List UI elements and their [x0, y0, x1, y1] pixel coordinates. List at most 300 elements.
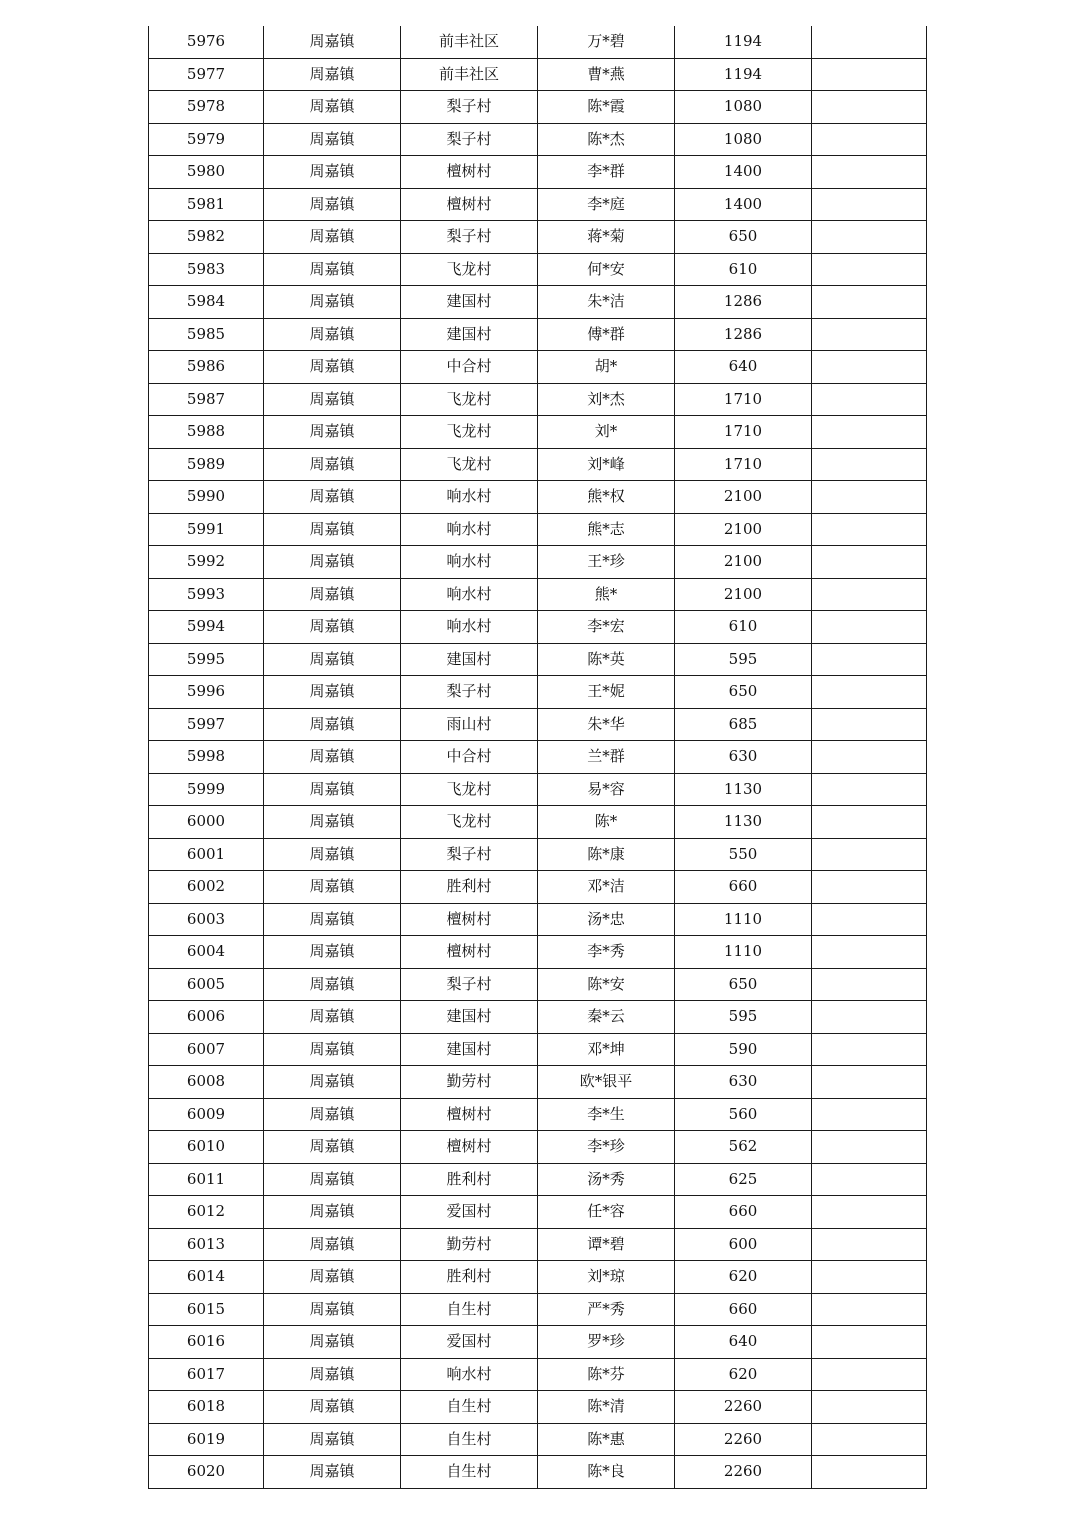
- note-cell: [812, 1391, 927, 1424]
- amount-cell: 630: [675, 741, 812, 774]
- town-cell: 周嘉镇: [264, 123, 401, 156]
- note-cell: [812, 1001, 927, 1034]
- serial-number-cell: 5980: [149, 156, 264, 189]
- name-cell: 傅*群: [538, 318, 675, 351]
- name-cell: 汤*忠: [538, 903, 675, 936]
- town-cell: 周嘉镇: [264, 643, 401, 676]
- name-cell: 刘*: [538, 416, 675, 449]
- village-cell: 飞龙村: [401, 773, 538, 806]
- table-row: [149, 1423, 927, 1456]
- table-row: [149, 838, 927, 871]
- town-cell: 周嘉镇: [264, 1423, 401, 1456]
- note-cell: [812, 676, 927, 709]
- village-cell: 前丰社区: [401, 58, 538, 91]
- note-cell: [812, 578, 927, 611]
- amount-cell: 1130: [675, 773, 812, 806]
- amount-cell: 590: [675, 1033, 812, 1066]
- name-cell: 朱*华: [538, 708, 675, 741]
- note-cell: [812, 643, 927, 676]
- name-cell: 兰*群: [538, 741, 675, 774]
- note-cell: [812, 1293, 927, 1326]
- village-cell: 梨子村: [401, 838, 538, 871]
- serial-number-cell: 5992: [149, 546, 264, 579]
- serial-number-cell: 5986: [149, 351, 264, 384]
- name-cell: 汤*秀: [538, 1163, 675, 1196]
- serial-number-cell: 6015: [149, 1293, 264, 1326]
- village-cell: 自生村: [401, 1293, 538, 1326]
- name-cell: 何*安: [538, 253, 675, 286]
- name-cell: 蒋*菊: [538, 221, 675, 254]
- serial-number-cell: 6014: [149, 1261, 264, 1294]
- village-cell: 梨子村: [401, 676, 538, 709]
- town-cell: 周嘉镇: [264, 1456, 401, 1489]
- note-cell: [812, 871, 927, 904]
- village-cell: 飞龙村: [401, 253, 538, 286]
- serial-number-cell: 6001: [149, 838, 264, 871]
- serial-number-cell: 6016: [149, 1326, 264, 1359]
- name-cell: 陈*霞: [538, 91, 675, 124]
- village-cell: 檀树村: [401, 1098, 538, 1131]
- serial-number-cell: 6011: [149, 1163, 264, 1196]
- note-cell: [812, 481, 927, 514]
- table-row: [149, 1033, 927, 1066]
- name-cell: 陈*杰: [538, 123, 675, 156]
- village-cell: 爱国村: [401, 1196, 538, 1229]
- town-cell: 周嘉镇: [264, 1066, 401, 1099]
- serial-number-cell: 5978: [149, 91, 264, 124]
- town-cell: 周嘉镇: [264, 676, 401, 709]
- table-row: [149, 123, 927, 156]
- town-cell: 周嘉镇: [264, 1326, 401, 1359]
- table-row: [149, 221, 927, 254]
- amount-cell: 640: [675, 351, 812, 384]
- serial-number-cell: 6017: [149, 1358, 264, 1391]
- name-cell: 熊*权: [538, 481, 675, 514]
- table-row: [149, 1098, 927, 1131]
- name-cell: 罗*珍: [538, 1326, 675, 1359]
- note-cell: [812, 416, 927, 449]
- amount-cell: 2260: [675, 1423, 812, 1456]
- note-cell: [812, 1358, 927, 1391]
- serial-number-cell: 6010: [149, 1131, 264, 1164]
- table-row: [149, 188, 927, 221]
- amount-cell: 1080: [675, 91, 812, 124]
- amount-cell: 2100: [675, 481, 812, 514]
- village-cell: 檀树村: [401, 936, 538, 969]
- village-cell: 自生村: [401, 1423, 538, 1456]
- note-cell: [812, 1456, 927, 1489]
- town-cell: 周嘉镇: [264, 448, 401, 481]
- note-cell: [812, 1033, 927, 1066]
- note-cell: [812, 546, 927, 579]
- serial-number-cell: 6005: [149, 968, 264, 1001]
- serial-number-cell: 5995: [149, 643, 264, 676]
- village-cell: 胜利村: [401, 1261, 538, 1294]
- note-cell: [812, 58, 927, 91]
- amount-cell: 610: [675, 611, 812, 644]
- name-cell: 陈*芬: [538, 1358, 675, 1391]
- table-row: [149, 546, 927, 579]
- table-row: [149, 578, 927, 611]
- town-cell: 周嘉镇: [264, 1196, 401, 1229]
- note-cell: [812, 741, 927, 774]
- town-cell: 周嘉镇: [264, 416, 401, 449]
- amount-cell: 650: [675, 676, 812, 709]
- serial-number-cell: 6008: [149, 1066, 264, 1099]
- town-cell: 周嘉镇: [264, 1131, 401, 1164]
- table-row: [149, 26, 927, 58]
- town-cell: 周嘉镇: [264, 578, 401, 611]
- name-cell: 李*庭: [538, 188, 675, 221]
- amount-cell: 2100: [675, 546, 812, 579]
- name-cell: 陈*清: [538, 1391, 675, 1424]
- name-cell: 陈*康: [538, 838, 675, 871]
- amount-cell: 625: [675, 1163, 812, 1196]
- note-cell: [812, 936, 927, 969]
- table-row: [149, 936, 927, 969]
- table-row: [149, 1228, 927, 1261]
- town-cell: 周嘉镇: [264, 903, 401, 936]
- town-cell: 周嘉镇: [264, 708, 401, 741]
- village-cell: 雨山村: [401, 708, 538, 741]
- village-cell: 爱国村: [401, 1326, 538, 1359]
- village-cell: 飞龙村: [401, 416, 538, 449]
- village-cell: 胜利村: [401, 1163, 538, 1196]
- amount-cell: 2260: [675, 1391, 812, 1424]
- name-cell: 陈*英: [538, 643, 675, 676]
- amount-cell: 2100: [675, 578, 812, 611]
- amount-cell: 610: [675, 253, 812, 286]
- amount-cell: 1710: [675, 383, 812, 416]
- town-cell: 周嘉镇: [264, 773, 401, 806]
- town-cell: 周嘉镇: [264, 1001, 401, 1034]
- serial-number-cell: 5982: [149, 221, 264, 254]
- village-cell: 勤劳村: [401, 1228, 538, 1261]
- note-cell: [812, 1326, 927, 1359]
- name-cell: 熊*志: [538, 513, 675, 546]
- village-cell: 响水村: [401, 578, 538, 611]
- serial-number-cell: 6000: [149, 806, 264, 839]
- name-cell: 王*珍: [538, 546, 675, 579]
- serial-number-cell: 6003: [149, 903, 264, 936]
- town-cell: 周嘉镇: [264, 253, 401, 286]
- amount-cell: 550: [675, 838, 812, 871]
- village-cell: 前丰社区: [401, 26, 538, 58]
- name-cell: 李*宏: [538, 611, 675, 644]
- serial-number-cell: 5997: [149, 708, 264, 741]
- village-cell: 檀树村: [401, 188, 538, 221]
- town-cell: 周嘉镇: [264, 286, 401, 319]
- serial-number-cell: 5979: [149, 123, 264, 156]
- table-row: [149, 1163, 927, 1196]
- name-cell: 王*妮: [538, 676, 675, 709]
- amount-cell: 620: [675, 1358, 812, 1391]
- town-cell: 周嘉镇: [264, 513, 401, 546]
- amount-cell: 562: [675, 1131, 812, 1164]
- amount-cell: 1286: [675, 318, 812, 351]
- serial-number-cell: 6012: [149, 1196, 264, 1229]
- amount-cell: 640: [675, 1326, 812, 1359]
- note-cell: [812, 611, 927, 644]
- amount-cell: 1286: [675, 286, 812, 319]
- town-cell: 周嘉镇: [264, 806, 401, 839]
- note-cell: [812, 351, 927, 384]
- town-cell: 周嘉镇: [264, 1391, 401, 1424]
- village-cell: 胜利村: [401, 871, 538, 904]
- village-cell: 建国村: [401, 1033, 538, 1066]
- village-cell: 梨子村: [401, 221, 538, 254]
- village-cell: 建国村: [401, 286, 538, 319]
- table-row: [149, 318, 927, 351]
- table-row: [149, 383, 927, 416]
- village-cell: 梨子村: [401, 91, 538, 124]
- town-cell: 周嘉镇: [264, 221, 401, 254]
- table-row: [149, 903, 927, 936]
- serial-number-cell: 6020: [149, 1456, 264, 1489]
- note-cell: [812, 968, 927, 1001]
- name-cell: 秦*云: [538, 1001, 675, 1034]
- table-row: [149, 513, 927, 546]
- table-row: [149, 611, 927, 644]
- village-cell: 中合村: [401, 741, 538, 774]
- village-cell: 响水村: [401, 513, 538, 546]
- name-cell: 陈*: [538, 806, 675, 839]
- amount-cell: 685: [675, 708, 812, 741]
- serial-number-cell: 6013: [149, 1228, 264, 1261]
- table-row: [149, 58, 927, 91]
- serial-number-cell: 5993: [149, 578, 264, 611]
- town-cell: 周嘉镇: [264, 1293, 401, 1326]
- name-cell: 陈*安: [538, 968, 675, 1001]
- table-row: [149, 253, 927, 286]
- serial-number-cell: 5988: [149, 416, 264, 449]
- name-cell: 李*珍: [538, 1131, 675, 1164]
- amount-cell: 2260: [675, 1456, 812, 1489]
- village-cell: 飞龙村: [401, 806, 538, 839]
- town-cell: 周嘉镇: [264, 968, 401, 1001]
- note-cell: [812, 838, 927, 871]
- amount-cell: 660: [675, 1293, 812, 1326]
- town-cell: 周嘉镇: [264, 91, 401, 124]
- amount-cell: 1194: [675, 26, 812, 58]
- serial-number-cell: 5996: [149, 676, 264, 709]
- table-row: [149, 773, 927, 806]
- name-cell: 谭*碧: [538, 1228, 675, 1261]
- town-cell: 周嘉镇: [264, 318, 401, 351]
- serial-number-cell: 5987: [149, 383, 264, 416]
- serial-number-cell: 5984: [149, 286, 264, 319]
- village-cell: 自生村: [401, 1456, 538, 1489]
- village-cell: 建国村: [401, 318, 538, 351]
- table-row: [149, 708, 927, 741]
- name-cell: 胡*: [538, 351, 675, 384]
- village-cell: 梨子村: [401, 968, 538, 1001]
- name-cell: 熊*: [538, 578, 675, 611]
- village-cell: 飞龙村: [401, 383, 538, 416]
- table-row: [149, 448, 927, 481]
- name-cell: 曹*燕: [538, 58, 675, 91]
- name-cell: 任*容: [538, 1196, 675, 1229]
- amount-cell: 1130: [675, 806, 812, 839]
- note-cell: [812, 806, 927, 839]
- serial-number-cell: 5977: [149, 58, 264, 91]
- village-cell: 自生村: [401, 1391, 538, 1424]
- note-cell: [812, 1066, 927, 1099]
- amount-cell: 1194: [675, 58, 812, 91]
- serial-number-cell: 5990: [149, 481, 264, 514]
- note-cell: [812, 513, 927, 546]
- village-cell: 勤劳村: [401, 1066, 538, 1099]
- town-cell: 周嘉镇: [264, 546, 401, 579]
- village-cell: 建国村: [401, 1001, 538, 1034]
- data-table: [148, 26, 927, 1489]
- table-row: [149, 871, 927, 904]
- amount-cell: 650: [675, 968, 812, 1001]
- note-cell: [812, 1163, 927, 1196]
- serial-number-cell: 6019: [149, 1423, 264, 1456]
- note-cell: [812, 448, 927, 481]
- amount-cell: 630: [675, 1066, 812, 1099]
- table-row: [149, 1326, 927, 1359]
- village-cell: 响水村: [401, 1358, 538, 1391]
- table-row: [149, 1391, 927, 1424]
- town-cell: 周嘉镇: [264, 383, 401, 416]
- note-cell: [812, 253, 927, 286]
- name-cell: 李*秀: [538, 936, 675, 969]
- note-cell: [812, 1098, 927, 1131]
- serial-number-cell: 6018: [149, 1391, 264, 1424]
- name-cell: 李*生: [538, 1098, 675, 1131]
- amount-cell: 560: [675, 1098, 812, 1131]
- town-cell: 周嘉镇: [264, 1098, 401, 1131]
- village-cell: 响水村: [401, 481, 538, 514]
- amount-cell: 1710: [675, 416, 812, 449]
- village-cell: 响水村: [401, 611, 538, 644]
- table-row: [149, 1456, 927, 1489]
- amount-cell: 1080: [675, 123, 812, 156]
- village-cell: 响水村: [401, 546, 538, 579]
- serial-number-cell: 5999: [149, 773, 264, 806]
- serial-number-cell: 6007: [149, 1033, 264, 1066]
- town-cell: 周嘉镇: [264, 1163, 401, 1196]
- amount-cell: 660: [675, 1196, 812, 1229]
- table-row: [149, 1131, 927, 1164]
- amount-cell: 620: [675, 1261, 812, 1294]
- name-cell: 邓*坤: [538, 1033, 675, 1066]
- note-cell: [812, 773, 927, 806]
- note-cell: [812, 26, 927, 58]
- table-row: [149, 351, 927, 384]
- name-cell: 朱*洁: [538, 286, 675, 319]
- table-row: [149, 1293, 927, 1326]
- table-row: [149, 1261, 927, 1294]
- note-cell: [812, 708, 927, 741]
- serial-number-cell: 6009: [149, 1098, 264, 1131]
- name-cell: 刘*峰: [538, 448, 675, 481]
- serial-number-cell: 6004: [149, 936, 264, 969]
- serial-number-cell: 5994: [149, 611, 264, 644]
- note-cell: [812, 156, 927, 189]
- name-cell: 邓*洁: [538, 871, 675, 904]
- serial-number-cell: 6002: [149, 871, 264, 904]
- village-cell: 梨子村: [401, 123, 538, 156]
- amount-cell: 2100: [675, 513, 812, 546]
- name-cell: 欧*银平: [538, 1066, 675, 1099]
- town-cell: 周嘉镇: [264, 58, 401, 91]
- town-cell: 周嘉镇: [264, 26, 401, 58]
- amount-cell: 1400: [675, 188, 812, 221]
- table-row: [149, 968, 927, 1001]
- town-cell: 周嘉镇: [264, 611, 401, 644]
- table-row: [149, 1066, 927, 1099]
- serial-number-cell: 5981: [149, 188, 264, 221]
- village-cell: 檀树村: [401, 1131, 538, 1164]
- note-cell: [812, 1228, 927, 1261]
- town-cell: 周嘉镇: [264, 188, 401, 221]
- town-cell: 周嘉镇: [264, 156, 401, 189]
- note-cell: [812, 1261, 927, 1294]
- amount-cell: 650: [675, 221, 812, 254]
- amount-cell: 1400: [675, 156, 812, 189]
- amount-cell: 1710: [675, 448, 812, 481]
- note-cell: [812, 188, 927, 221]
- town-cell: 周嘉镇: [264, 1033, 401, 1066]
- table-row: [149, 806, 927, 839]
- note-cell: [812, 221, 927, 254]
- name-cell: 李*群: [538, 156, 675, 189]
- note-cell: [812, 1423, 927, 1456]
- town-cell: 周嘉镇: [264, 1261, 401, 1294]
- note-cell: [812, 318, 927, 351]
- note-cell: [812, 91, 927, 124]
- name-cell: 万*碧: [538, 26, 675, 58]
- amount-cell: 1110: [675, 936, 812, 969]
- town-cell: 周嘉镇: [264, 481, 401, 514]
- village-cell: 建国村: [401, 643, 538, 676]
- serial-number-cell: 5976: [149, 26, 264, 58]
- note-cell: [812, 1196, 927, 1229]
- town-cell: 周嘉镇: [264, 871, 401, 904]
- serial-number-cell: 5998: [149, 741, 264, 774]
- serial-number-cell: 6006: [149, 1001, 264, 1034]
- table-row: [149, 1358, 927, 1391]
- name-cell: 易*容: [538, 773, 675, 806]
- amount-cell: 1110: [675, 903, 812, 936]
- village-cell: 飞龙村: [401, 448, 538, 481]
- town-cell: 周嘉镇: [264, 741, 401, 774]
- table-row: [149, 481, 927, 514]
- amount-cell: 600: [675, 1228, 812, 1261]
- town-cell: 周嘉镇: [264, 838, 401, 871]
- name-cell: 严*秀: [538, 1293, 675, 1326]
- table-body: [149, 26, 927, 1488]
- name-cell: 刘*琼: [538, 1261, 675, 1294]
- name-cell: 陈*良: [538, 1456, 675, 1489]
- note-cell: [812, 123, 927, 156]
- town-cell: 周嘉镇: [264, 1228, 401, 1261]
- village-cell: 中合村: [401, 351, 538, 384]
- table-row: [149, 643, 927, 676]
- serial-number-cell: 5983: [149, 253, 264, 286]
- table-row: [149, 286, 927, 319]
- table-row: [149, 676, 927, 709]
- town-cell: 周嘉镇: [264, 351, 401, 384]
- name-cell: 刘*杰: [538, 383, 675, 416]
- note-cell: [812, 1131, 927, 1164]
- village-cell: 檀树村: [401, 156, 538, 189]
- name-cell: 陈*惠: [538, 1423, 675, 1456]
- town-cell: 周嘉镇: [264, 1358, 401, 1391]
